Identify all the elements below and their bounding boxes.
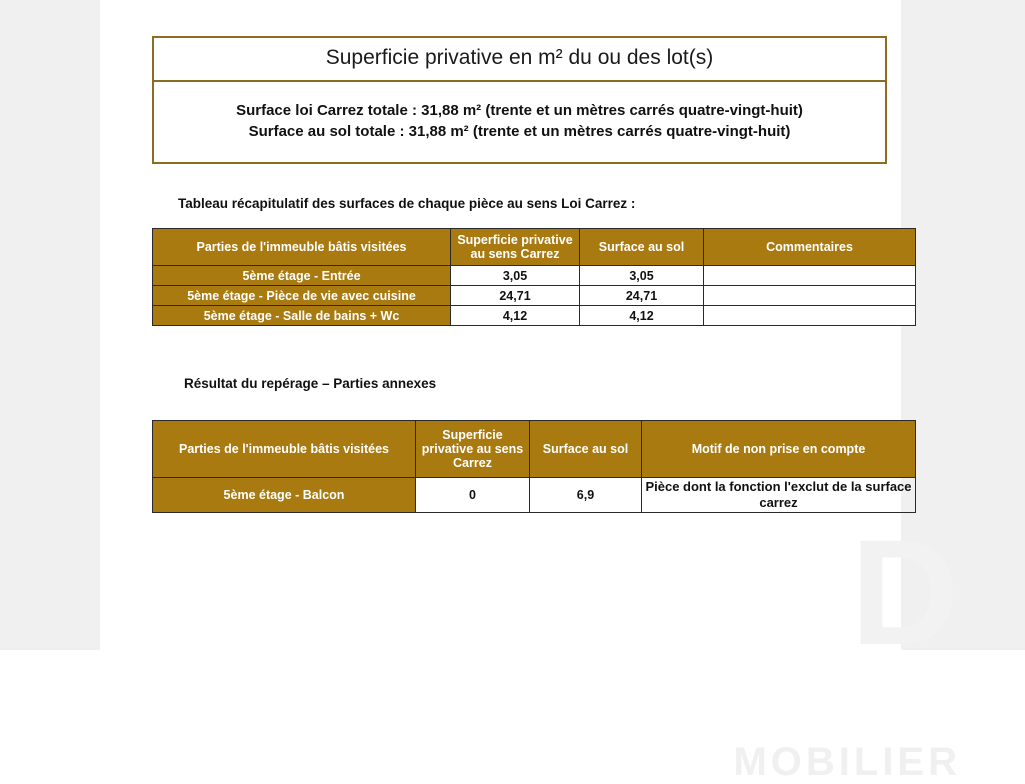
carrez-summary-table: [152, 228, 916, 326]
row-floor-area: 3,05: [580, 266, 704, 286]
surface-totals: [154, 82, 885, 162]
column-header-floor-area: Surface au sol: [530, 421, 642, 478]
table-header-row: [153, 421, 916, 478]
page-title: Superficie privative en m² du ou des lot(s): [154, 38, 885, 82]
table-row: [153, 306, 916, 326]
column-header-carrez-area: Superficie privative au sens Carrez: [451, 229, 580, 266]
table-row: [153, 286, 916, 306]
column-header-parts: Parties de l'immeuble bâtis visitées: [153, 229, 451, 266]
row-carrez-area: 0: [416, 478, 530, 513]
column-header-floor-area: Surface au sol: [580, 229, 704, 266]
watermark-letter: D: [850, 508, 961, 676]
row-carrez-area: 4,12: [451, 306, 580, 326]
row-comment: [704, 286, 916, 306]
table-row: [153, 266, 916, 286]
total-carrez-line: Surface loi Carrez totale : 31,88 m² (trente et un mètres carrés quatre-vingt-huit): [236, 102, 803, 119]
row-carrez-area: 3,05: [451, 266, 580, 286]
row-part-name: 5ème étage - Balcon: [153, 478, 416, 513]
table-row: [153, 478, 916, 513]
row-carrez-area: 24,71: [451, 286, 580, 306]
row-comment: [704, 266, 916, 286]
page-margin-left: [0, 0, 100, 650]
annexes-table-caption: Résultat du repérage – Parties annexes: [184, 376, 437, 391]
document-page: [100, 0, 961, 784]
row-part-name: 5ème étage - Pièce de vie avec cuisine: [153, 286, 451, 306]
watermark-subtext: MOBILIER: [733, 740, 961, 784]
table-header-row: [153, 229, 916, 266]
surface-summary-box: [152, 36, 887, 164]
page-margin-right: [901, 0, 1025, 650]
row-comment: [704, 306, 916, 326]
row-part-name: 5ème étage - Entrée: [153, 266, 451, 286]
column-header-carrez-area: Superficie privative au sens Carrez: [416, 421, 530, 478]
row-part-name: 5ème étage - Salle de bains + Wc: [153, 306, 451, 326]
column-header-comments: Commentaires: [704, 229, 916, 266]
carrez-table-caption: Tableau récapitulatif des surfaces de chaque pièce au sens Loi Carrez :: [178, 196, 636, 211]
row-floor-area: 6,9: [530, 478, 642, 513]
row-floor-area: 4,12: [580, 306, 704, 326]
total-floor-line: Surface au sol totale : 31,88 m² (trente et un mètres carrés quatre-vingt-huit): [248, 123, 791, 140]
row-exclusion-reason: Pièce dont la fonction l'exclut de la surface carrez: [642, 478, 916, 513]
column-header-parts: Parties de l'immeuble bâtis visitées: [153, 421, 416, 478]
row-floor-area: 24,71: [580, 286, 704, 306]
column-header-exclusion-reason: Motif de non prise en compte: [642, 421, 916, 478]
annexes-table: [152, 420, 916, 513]
